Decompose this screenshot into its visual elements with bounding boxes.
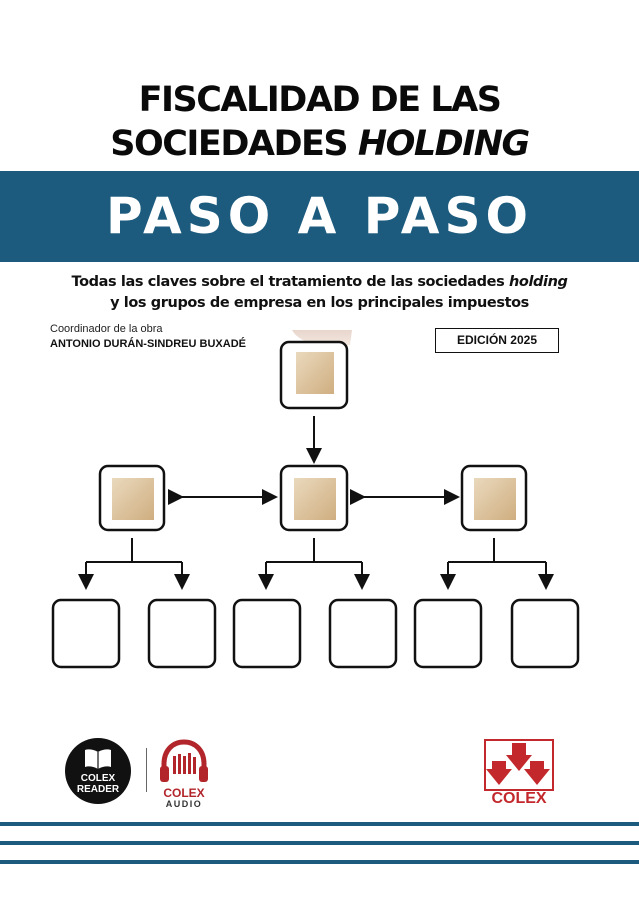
subtitle-holding: holding bbox=[508, 274, 568, 290]
book-title-line2 bbox=[0, 124, 639, 164]
coordinator-label: Coordinador de la obra bbox=[50, 323, 163, 335]
branch-center bbox=[266, 538, 362, 582]
publisher-name: COLEX bbox=[491, 790, 547, 807]
book-title-line1: FISCALIDAD DE LAS bbox=[138, 80, 501, 120]
leaf-box-4 bbox=[330, 600, 396, 667]
colex-reader-logo bbox=[65, 738, 131, 804]
branch-right bbox=[448, 538, 546, 582]
logo-divider bbox=[146, 748, 147, 792]
audio-logo-line2: AUDIO bbox=[165, 799, 203, 809]
right-node-block bbox=[474, 478, 516, 520]
book-icon bbox=[83, 748, 113, 770]
subtitle-line1-text: Todas las claves sobre el tratamiento de las sociedades bbox=[71, 274, 509, 290]
leaf-box-1 bbox=[53, 600, 119, 667]
headphones-icon bbox=[156, 736, 212, 786]
leaf-box-6 bbox=[512, 600, 578, 667]
collection-name: PASO A PASO bbox=[105, 187, 534, 245]
subtitle-line1 bbox=[0, 272, 639, 292]
center-node-block bbox=[294, 478, 336, 520]
title-holding: HOLDING bbox=[357, 124, 529, 164]
branch-left bbox=[86, 538, 182, 582]
bottom-stripe-3 bbox=[0, 860, 639, 864]
title-sociedades: SOCIEDADES bbox=[110, 124, 358, 164]
collection-band bbox=[0, 171, 639, 262]
leaf-box-3 bbox=[234, 600, 300, 667]
org-chart-illustration bbox=[0, 330, 639, 680]
coordinator-name: ANTONIO DURÁN-SINDREU BUXADÉ bbox=[50, 338, 246, 350]
top-node-block bbox=[296, 352, 334, 394]
leaf-box-2 bbox=[149, 600, 215, 667]
subtitle-line2: y los grupos de empresa en los principales impuestos bbox=[110, 295, 529, 311]
edition-badge: EDICIÓN 2025 bbox=[435, 328, 559, 353]
bottom-stripe-1 bbox=[0, 822, 639, 826]
reader-logo-line1: COLEX bbox=[80, 773, 116, 784]
colex-audio-logo bbox=[156, 736, 212, 812]
reader-logo-line2: READER bbox=[76, 784, 120, 795]
bottom-stripe-2 bbox=[0, 841, 639, 845]
left-node-block bbox=[112, 478, 154, 520]
audio-logo-line1: COLEX bbox=[163, 786, 205, 800]
leaf-box-5 bbox=[415, 600, 481, 667]
